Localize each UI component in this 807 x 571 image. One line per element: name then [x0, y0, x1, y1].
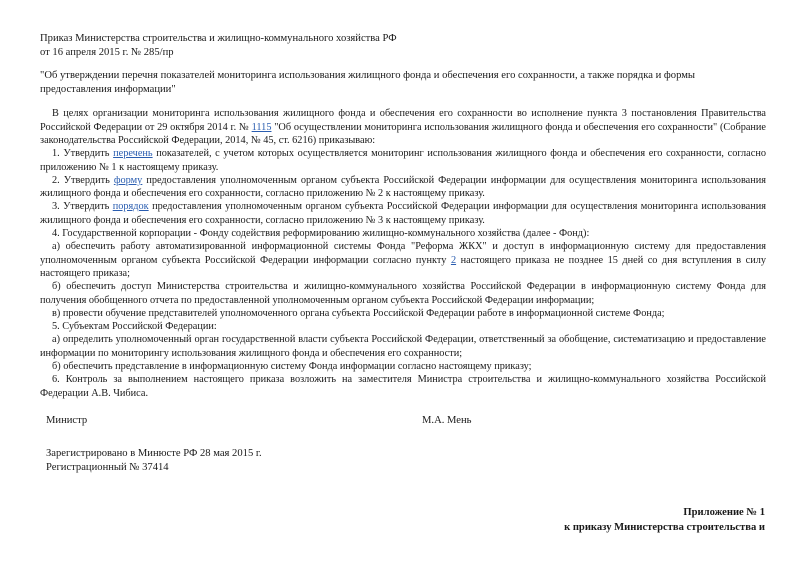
registration-number: Регистрационный № 37414 — [46, 462, 169, 474]
item-4c: в) провести обучение представителей уполномоченного органа субъекта Российской Федерации работе в информационной системе Фонда; — [52, 307, 665, 319]
item-5: 5. Субъектам Российской Федерации: — [52, 321, 217, 333]
link-perechen[interactable]: перечень — [113, 148, 153, 160]
appendix-reference: к приказу Министерства строительства и — [564, 521, 765, 533]
signature-row — [40, 415, 766, 429]
signature-name: М.А. Мень — [422, 414, 472, 426]
doc-header-line2: от 16 апреля 2015 г. № 285/пр — [40, 46, 174, 58]
item-2: 2. Утвердить форму предоставления уполномоченным органом субъекта Российской Федерации информации для осуществления мониторинга использования жилищного фонда и обеспечения его сохранности, согласно приложению № 2 к настоящему приказу. — [40, 174, 766, 200]
registration-block — [40, 447, 766, 476]
doc-title: "Об утверждении перечня показателей мониторинга использования жилищного фонда и обеспечения его сохранности, а также порядка и формы предоставления информации" — [40, 70, 696, 95]
doc-body — [40, 107, 766, 400]
item-6: 6. Контроль за выполнением настоящего приказа возложить на заместителя Министра строительства и жилищно-коммунального хозяйства Российской Федерации А.В. Чибиса. — [40, 374, 766, 399]
link-punkt-2[interactable]: 2 — [450, 254, 457, 266]
link-poryadok[interactable]: порядок — [112, 201, 149, 213]
link-decree-1115[interactable]: 1115 — [251, 121, 272, 133]
item-4a: а) обеспечить работу автоматизированной информационной системы Фонда "Реформа ЖКХ" и доступ в информационную систему для предоставления уполномоченным органом субъекта Российской Федерации информации согласно пункту 2 настоящего приказа не позднее 15 дней со дня вступления в силу настоящего приказа; — [40, 241, 766, 279]
document-page — [40, 32, 766, 476]
item-1: 1. Утвердить перечень показателей, с учетом которых осуществляется мониторинг использования жилищного фонда и обеспечения его сохранности, согласно приложению № 1 к настоящему приказу. — [40, 148, 766, 173]
item-3: 3. Утвердить порядок предоставления уполномоченным органом субъекта Российской Федерации информации для осуществления мониторинга использования жилищного фонда и обеспечения его сохранности, согласно приложению № 3 к настоящему приказу. — [40, 201, 766, 226]
registration-date: Зарегистрировано в Минюсте РФ 28 мая 2015 г. — [46, 447, 262, 459]
item-5a: а) определить уполномоченный орган государственной власти субъекта Российской Федерации, ответственный за обобщение, систематизацию и предоставление информации по мониторингу использования жилищного фонда и обеспечения его сохранности; — [40, 334, 766, 359]
intro-paragraph: В целях организации мониторинга использования жилищного фонда и обеспечения его сохранности во исполнение пункта 3 постановления Правительства Российской Федерации от 29 октября 2014 г. № 1115 "Об осуществлении мониторинга использования жилищного фонда и обеспечения его сохранности" (Собрание законодательства Российской Федерации, 2014, № 45, ст. 6216) приказываю: — [40, 108, 766, 146]
item-5b: б) обеспечить представление в информационную систему Фонда информации согласно настоящему приказу; — [52, 361, 532, 373]
doc-header-line1: Приказ Министерства строительства и жилищно-коммунального хозяйства РФ — [40, 33, 397, 44]
item-4: 4. Государственной корпорации - Фонду содействия реформированию жилищно-коммунального хозяйства (далее - Фонд): — [52, 228, 590, 240]
signature-title: Министр — [46, 414, 88, 426]
item-4b: б) обеспечить доступ Министерства строительства и жилищно-коммунального хозяйства Российской Федерации в информационную систему Фонда для получения обобщенного отчета по предоставленной уполномоченным органом субъекта Российской Федерации информации; — [40, 281, 766, 306]
appendix-header — [564, 506, 765, 535]
link-forma[interactable]: форму — [113, 174, 143, 186]
appendix-number: Приложение № 1 — [683, 507, 765, 518]
